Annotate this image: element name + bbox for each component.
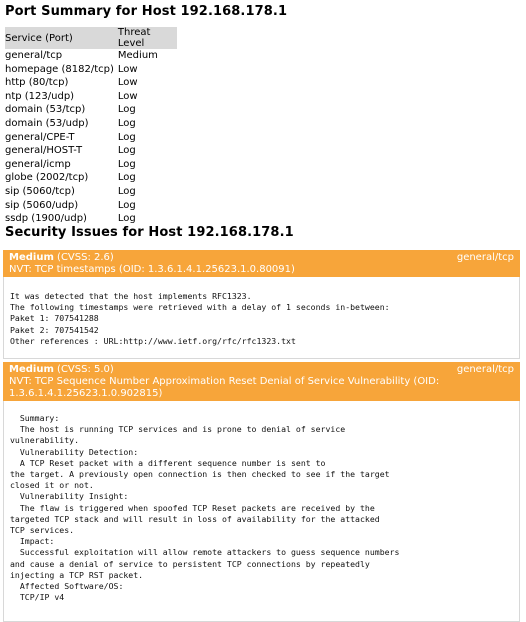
issue-severity-line — [9, 364, 514, 376]
issue-description: It was detected that the host implements RFC1323. The following timestamps were retrieved with a delay of 1 seconds in-between: Paket 1: 707541288 Paket 2: 707541542 Other references : URL:http://www.ietf.org/rfc/rfc1323.txt — [3, 277, 520, 359]
threat-level-cell: Low — [117, 77, 138, 89]
threat-level-cell: Log — [117, 131, 136, 143]
service-cell: sip (5060/tcp) — [5, 185, 75, 197]
service-cell: ntp (123/udp) — [5, 90, 75, 102]
cvss-score: (CVSS: 2.6) — [57, 252, 114, 263]
service-cell: general/CPE-T — [5, 131, 75, 143]
table-row — [5, 171, 177, 185]
threat-level-cell: Low — [117, 63, 138, 75]
threat-level-cell: Low — [117, 90, 138, 102]
service-cell: general/tcp — [5, 50, 63, 61]
threat-level-cell: Log — [117, 158, 136, 170]
threat-level-cell: Log — [117, 104, 136, 116]
service-cell: domain (53/tcp) — [5, 104, 86, 116]
issue-header — [3, 250, 520, 277]
security-issues-title: Security Issues for Host 192.168.178.1 — [5, 225, 294, 240]
service-cell: homepage (8182/tcp) — [5, 63, 114, 75]
threat-level-cell: Log — [117, 213, 136, 225]
nvt-title: NVT: TCP Sequence Number Approximation Reset Denial of Service Vulnerability (OID: 1.3.6.1.4.1.25623.1.0.902815) — [9, 376, 440, 399]
nvt-title: NVT: TCP timestamps (OID: 1.3.6.1.4.1.25623.1.0.80091) — [9, 264, 295, 275]
table-row — [5, 103, 177, 117]
issue-description: Summary: The host is running TCP services and is prone to denial of service vulnerability. Vulnerability Detection: A TCP Reset packet with a different sequence number is sent to the target. A previously open connection is then checked to see if the target closed it or not. Vulnerability Insight: The flaw is triggered when spoofed TCP Reset packets are received by the targeted TCP stack and will result in loss of availability for the attacked TCP services. Impact: Successful exploitation will allow remote attackers to guess sequence numbers and cause a denial of service to persistent TCP connections by repeatedly injecting a TCP RST packet. Affected Software/OS: TCP/IP v4 — [3, 401, 520, 622]
table-row — [5, 212, 177, 226]
severity-label: Medium — [9, 252, 54, 263]
table-row — [5, 63, 177, 77]
service-cell: general/icmp — [5, 158, 71, 170]
table-row — [5, 76, 177, 90]
service-cell: sip (5060/udp) — [5, 199, 79, 211]
security-issue — [3, 250, 520, 359]
table-row — [5, 117, 177, 131]
severity-label: Medium — [9, 364, 54, 375]
threat-level-cell: Medium — [117, 50, 158, 61]
port-summary-table — [5, 27, 177, 226]
table-row — [5, 49, 177, 63]
service-cell: globe (2002/tcp) — [5, 172, 89, 184]
table-header-row — [5, 27, 177, 49]
table-row — [5, 131, 177, 145]
issue-port: general/tcp — [456, 364, 514, 375]
column-header-threat-level: Threat Level — [118, 27, 177, 49]
threat-level-cell: Log — [117, 199, 136, 211]
service-cell: general/HOST-T — [5, 145, 83, 157]
threat-level-cell: Log — [117, 172, 136, 184]
issue-port: general/tcp — [456, 252, 514, 263]
issue-severity-line — [9, 252, 514, 264]
service-cell: http (80/tcp) — [5, 77, 69, 89]
threat-level-cell: Log — [117, 145, 136, 157]
service-cell: domain (53/udp) — [5, 117, 89, 129]
issue-header — [3, 362, 520, 401]
table-row — [5, 144, 177, 158]
security-issue — [3, 362, 520, 622]
table-row — [5, 158, 177, 172]
column-header-service: Service (Port) — [5, 27, 118, 49]
table-row — [5, 185, 177, 199]
cvss-score: (CVSS: 5.0) — [57, 364, 114, 375]
table-row — [5, 90, 177, 104]
threat-level-cell: Log — [117, 185, 136, 197]
service-cell: ssdp (1900/udp) — [5, 213, 87, 225]
port-summary-title: Port Summary for Host 192.168.178.1 — [5, 4, 288, 19]
table-row — [5, 199, 177, 213]
threat-level-cell: Log — [117, 117, 136, 129]
